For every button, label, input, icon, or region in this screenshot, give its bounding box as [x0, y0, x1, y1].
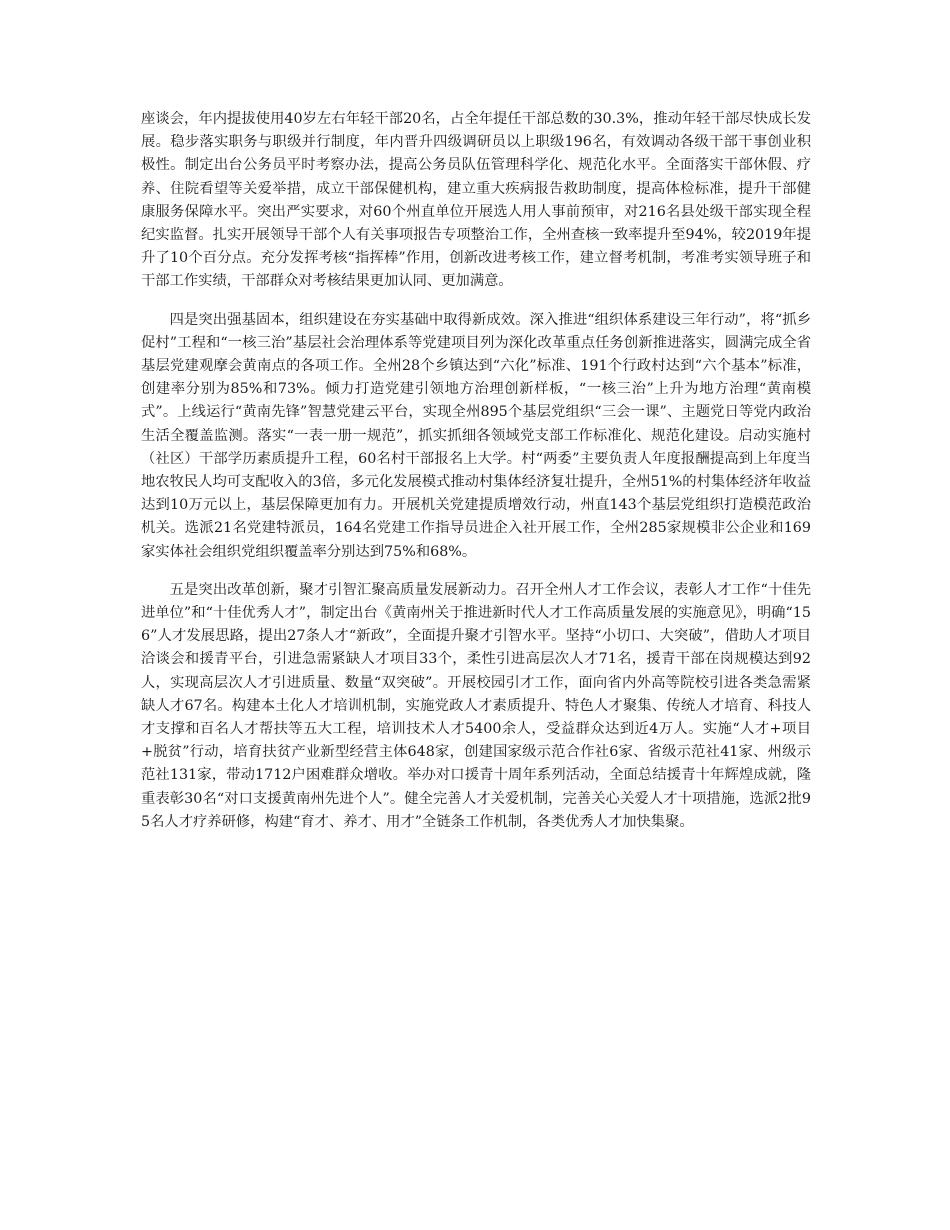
paragraph-cadre-management: 座谈会，年内提拔使用40岁左右年轻干部20名，占全年提任干部总数的30.3%，推动年轻干部尽快成长发展。稳步落实职务与职级并行制度，年内晋升四级调研员以上职级196名，有效调动各级干部干事创业积极性。制定出台公务员平时考察办法，提高公务员队伍管理科学化、规范化水平。全面落实干部休假、疗养、住院看望等关爱举措，成立干部保健机构，建立重大疾病报告救助制度，提高体检标准，提升干部健康服务保障水平。突出严实要求，对60个州直单位开展选人用人事前预审，对216名县处级干部实现全程纪实监督。扎实开展领导干部个人有关事项报告专项整治工作，全州查核一致率提升至94%，较2019年提升了10个百分点。充分发挥考核“指挥棒”作用，创新改进考核工作，建立督考机制，考准考实领导班子和干部工作实绩，干部群众对考核结果更加认同、更加满意。 [141, 111, 811, 290]
paragraph-organization-building: 四是突出强基固本，组织建设在夯实基础中取得新成效。深入推进“组织体系建设三年行动”，将“抓乡促村”工程和“一核三治”基层社会治理体系等党建项目列为深化改革重点任务创新推进落实，圆满完成全省基层党建观摩会黄南点的各项工作。全州28个乡镇达到“六化”标准、191个行政村达到“六个基本”标准，创建率分别为85%和73%。倾力打造党建引领地方治理创新样板，“一核三治”上升为地方治理“黄南模式”。上线运行“黄南先锋”智慧党建云平台，实现全州895个基层党组织“三会一课”、主题党日等党内政治生活全覆盖监测。落实“一表一册一规范”，抓实抓细各领域党支部工作标准化、规范化建设。启动实施村（社区）干部学历素质提升工程，60名村干部报名上大学。村“两委”主要负责人年度报酬提高到上年度当地农牧民人均可支配收入的3倍，多元化发展模式推动村集体经济复壮提升，全州51%的村集体经济年收益达到10万元以上，基层保障更加有力。开展机关党建提质增效行动，州直143个基层党组织打造模范政治机关。选派21名党建特派员，164名党建工作指导员进企入社开展工作，全州285家规模非公企业和169家实体社会组织党组织覆盖率分别达到75%和68%。 [141, 311, 811, 560]
paragraph-talent-work: 五是突出改革创新，聚才引智汇聚高质量发展新动力。召开全州人才工作会议，表彰人才工作“十佳先进单位”和“十佳优秀人才”，制定出台《黄南州关于推进新时代人才工作高质量发展的实施意见》，明确“156”人才发展思路，提出27条人才“新政”，全面提升聚才引智水平。坚持“小切口、大突破”，借助人才项目洽谈会和援青平台，引进急需紧缺人才项目33个，柔性引进高层次人才71名，援青干部在岗规模达到92人，实现高层次人才引进质量、数量“双突破”。开展校园引才工作，面向省内外高等院校引进各类急需紧缺人才67名。构建本土化人才培训机制，实施党政人才素质提升、特色人才聚集、传统人才培育、科技人才支撑和百名人才帮扶等五大工程，培训技术人才5400余人，受益群众达到近4万人。实施“人才+项目+脱贫”行动，培育扶贫产业新型经营主体648家，创建国家级示范合作社6家、省级示范社41家、州级示范社131家，带动1712户困难群众增收。举办对口援青十周年系列活动，全面总结援青十年辉煌成就，隆重表彰30名“对口支援黄南州先进个人”。健全完善人才关爱机制，完善关心关爱人才十项措施，选派2批95名人才疗养研修，构建“育才、养才、用才”全链条工作机制，各类优秀人才加快集聚。 [141, 581, 811, 830]
document-body [141, 108, 811, 849]
